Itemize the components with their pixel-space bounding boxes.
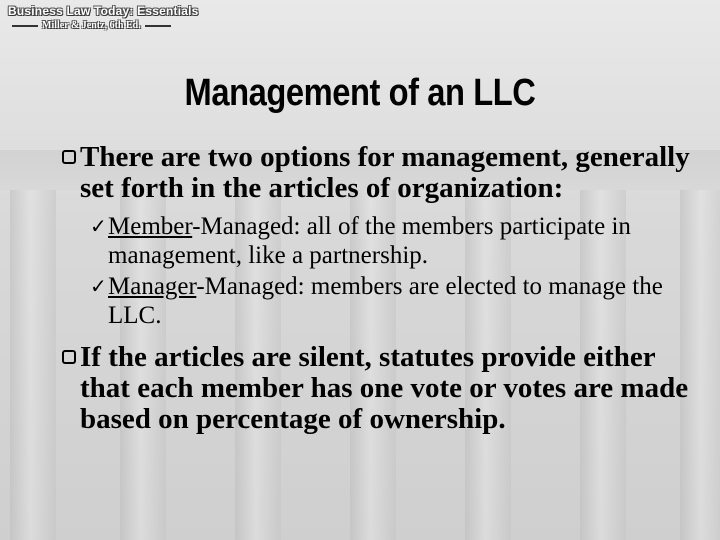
bullet-text: There are two options for management, generally set forth in the articles of organization: xyxy=(80,141,690,204)
book-header xyxy=(8,4,199,31)
square-bullet-icon xyxy=(62,350,76,364)
bullet-item xyxy=(62,142,702,204)
sub-bullet-item xyxy=(90,272,702,330)
slide-title: Management of an LLC xyxy=(184,72,536,114)
publisher-watermark xyxy=(290,500,460,534)
sub-bullet-text: Manager-Managed: members are elected to manage the LLC. xyxy=(108,273,663,329)
header-rule-right xyxy=(145,25,171,27)
square-bullet-icon xyxy=(62,150,76,164)
book-title: Business Law Today: Essentials xyxy=(8,4,199,18)
sub-bullet-item xyxy=(90,212,702,270)
underlined-term: Manager xyxy=(108,273,197,300)
sub-bullet-text: Member-Managed: all of the members participate in management, like a partnership. xyxy=(108,213,631,269)
bullet-text: If the articles are silent, statutes provide either that each member has one vote or votes are made based on percentage of ownership. xyxy=(80,341,689,435)
bullet-list xyxy=(62,142,702,435)
authors-edition: Miller & Jentz, 6th Ed. xyxy=(42,20,141,31)
check-mark-icon: ✓ xyxy=(90,274,107,298)
header-rule-left xyxy=(12,25,38,27)
bullet-item xyxy=(62,342,702,435)
underlined-term: Member xyxy=(108,213,193,240)
check-mark-icon: ✓ xyxy=(90,214,107,238)
